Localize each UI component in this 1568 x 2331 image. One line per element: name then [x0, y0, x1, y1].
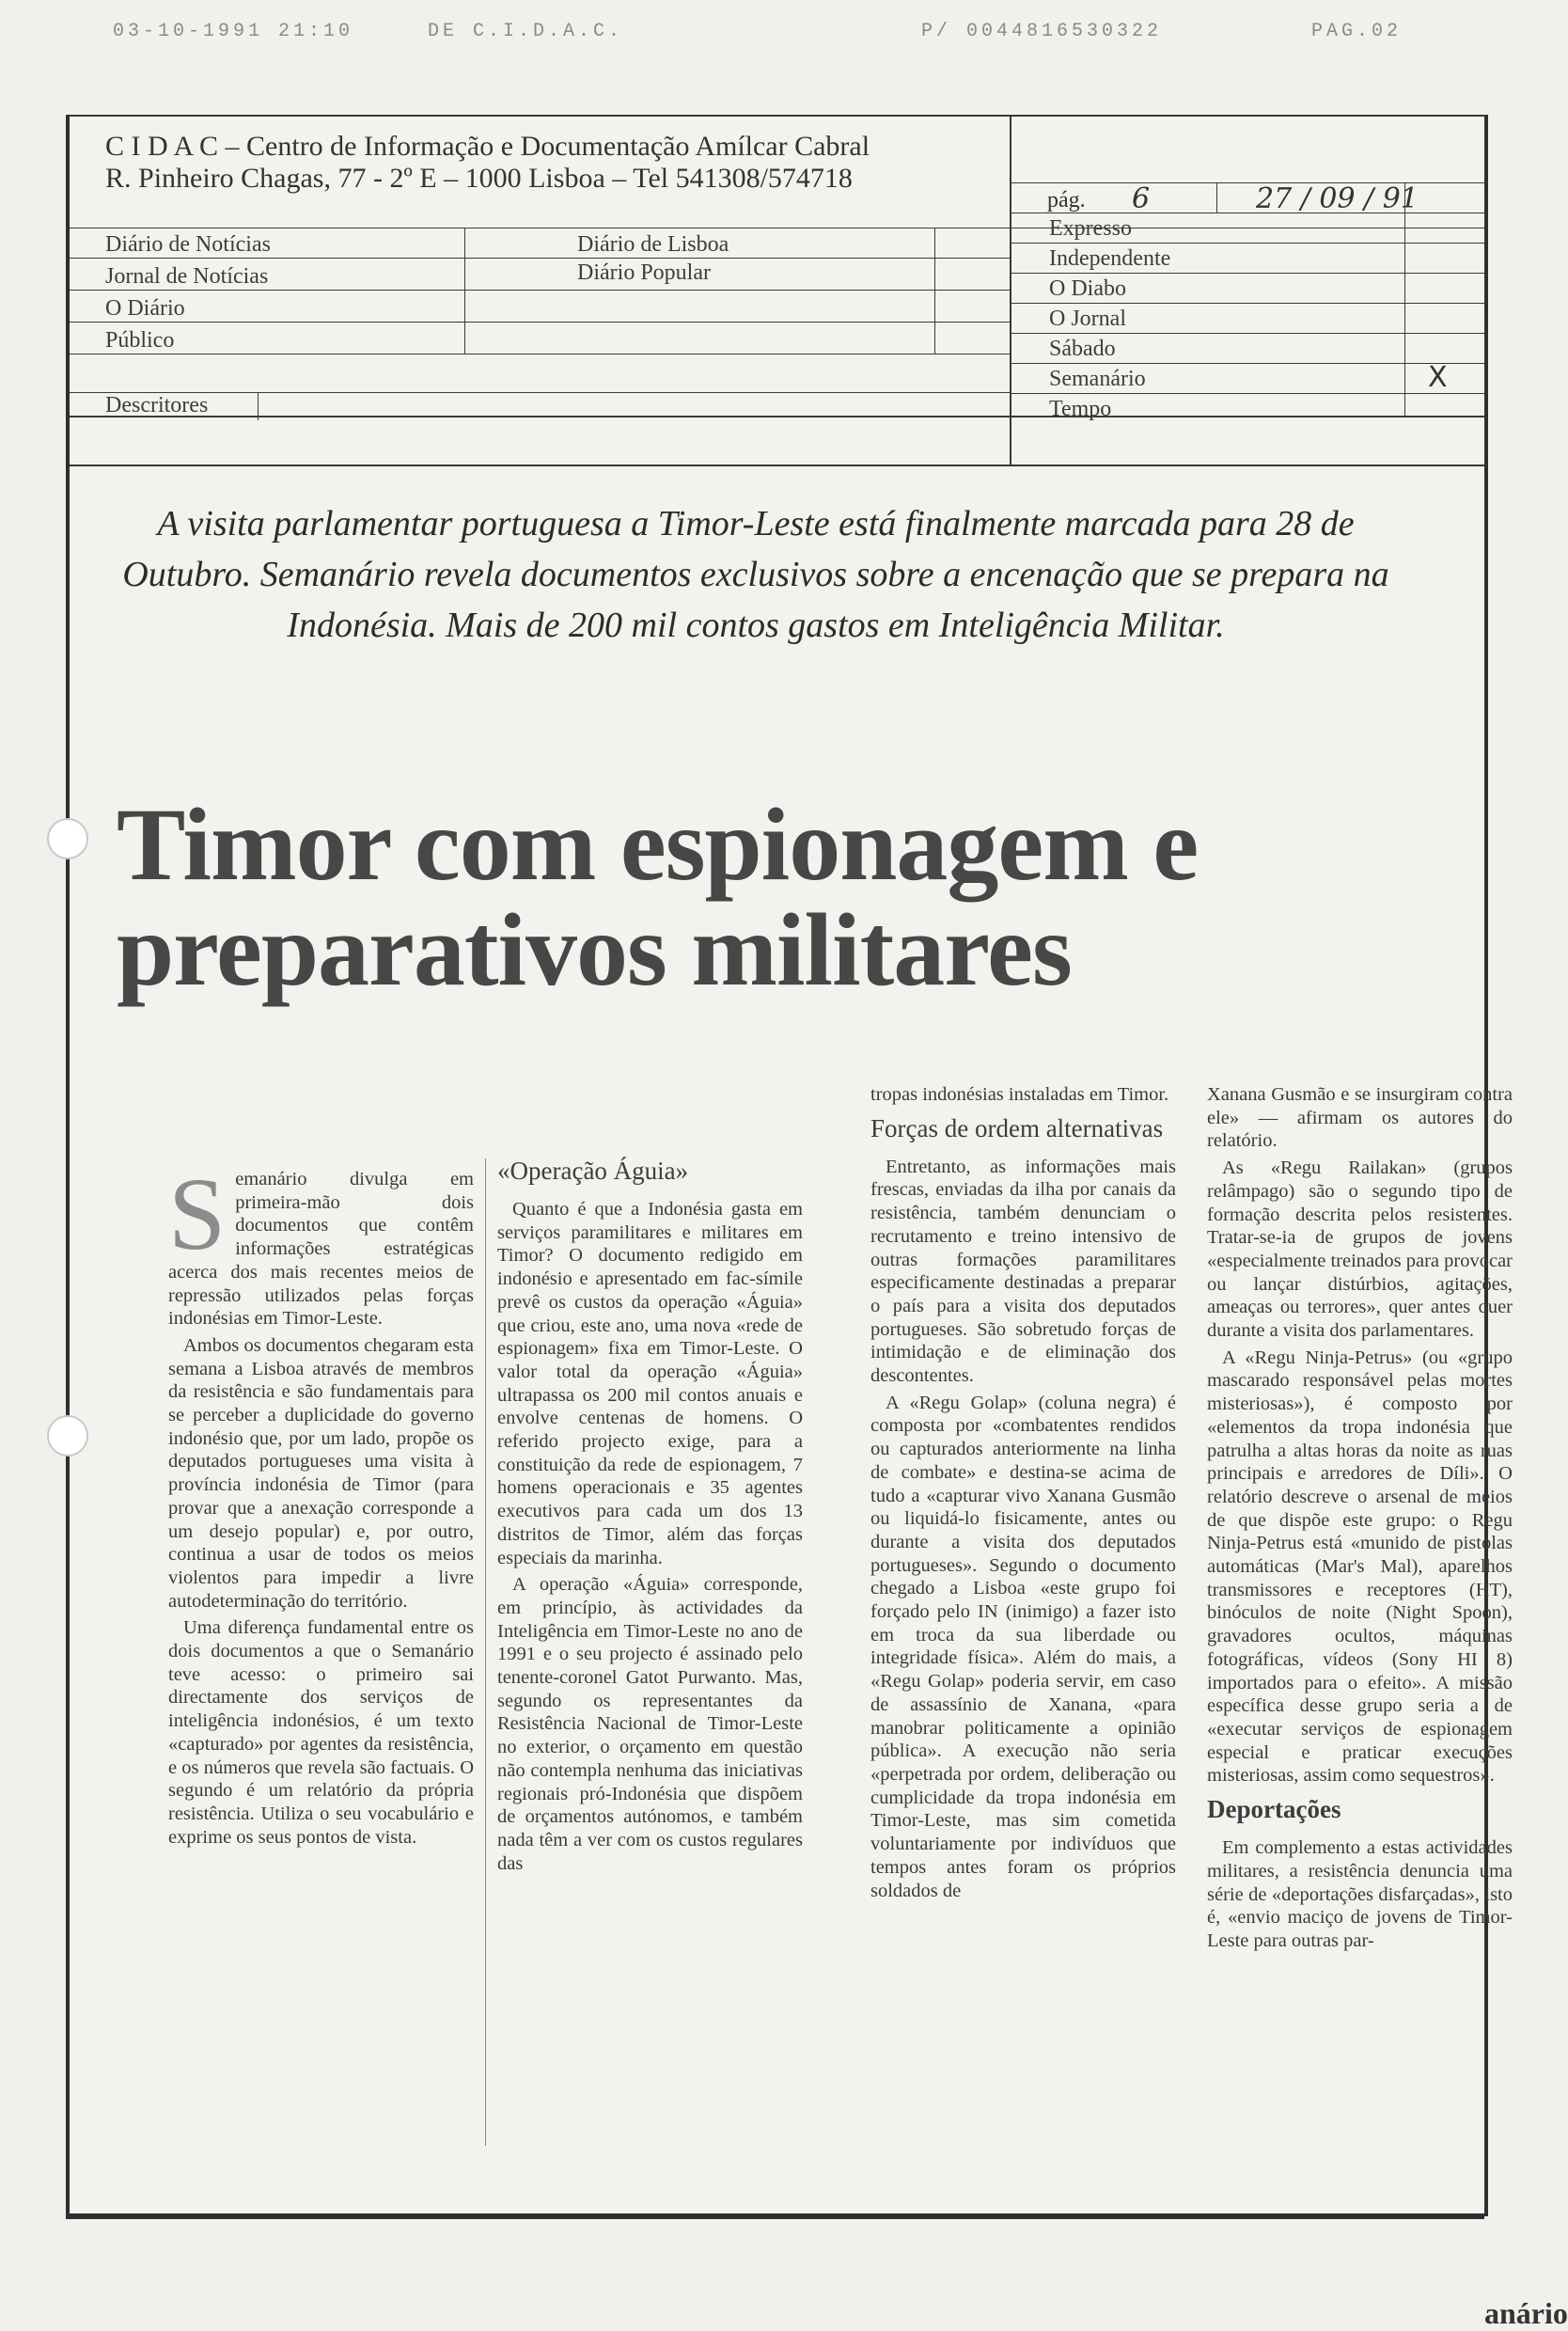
pub-jornal-noticias: Jornal de Notícias: [105, 264, 269, 289]
page-label: pág.: [1047, 188, 1086, 213]
drop-cap: S: [168, 1157, 227, 1271]
col4-paragraph-0: Xanana Gusmão e se insurgiram contra ele» — afirmam os autores do relatório.: [1207, 1084, 1513, 1152]
org-name: C I D A C – Centro de Informação e Documentação Amílcar Cabral: [105, 131, 870, 162]
col4-paragraph-3: Em complemento a estas actividades militares, a resistência denuncia uma série de «deportações disfarçadas», isto é, «envio maciço de jovens de Timor-Leste para outras par-: [1207, 1837, 1513, 1951]
fax-date: 03-10-1991 21:10: [113, 21, 354, 42]
headline-line-1: Timor com espionagem e: [117, 787, 1199, 902]
descritores-label: Descritores: [105, 393, 209, 417]
pub-publico: Público: [105, 328, 175, 353]
punch-hole-bottom: [47, 1415, 88, 1457]
col4-paragraph-2: A «Regu Ninja-Petrus» (ou «grupo mascarado responsável pelas mortes misteriosas»), é composto por «elementos da tropa indonésia que patrulha a altas horas da noite as ruas principais e arredores de Díli». O relatório descreve o arsenal de meios de que dispõe este grupo: o Regu Ninja-Petrus está «munido de pistolas automáticas (Mar's Mal), aparelhos transmissores e receptores (HT), binóculos de noite (Night Spoon), gravadores ocultos, máquinas fotográficas, vídeos (Sony HI 8) importados para o efeito». A missão específica desse grupo seria a de «executar serviços de espionagem especial e praticar execuções misteriosas, assim como sequestros».: [1207, 1347, 1513, 1787]
org-address: R. Pinheiro Chagas, 77 - 2º E – 1000 Lisboa – Tel 541308/574718: [105, 163, 853, 194]
pub-diario-lisboa: Diário de Lisboa: [577, 232, 729, 257]
fax-sender: DE C.I.D.A.C.: [428, 21, 624, 42]
col3-paragraph-2: A «Regu Golap» (coluna negra) é composta por «combatentes rendidos ou capturados anteriormente na linha de combate» e destina-se acima de tudo a «capturar vivo Xanana Gusmão ou liquidá-lo fisicamente, antes ou durante a visita dos deputados portugueses». Segundo o documento chegado a Lisboa «este grupo foi forçado pelo IN (inimigo) a fazer isto em troca da sua liberdade ou integridade física». Além do mais, a «Regu Golap» poderia servir, em caso de assassínio de Xanana, «para manobrar politicamente a opinião pública». A execução não seria «perpetrada por ordem, deliberação ou cumplicidade da tropa indonésia em Timor-Leste, mas sim cometida voluntariamente por indivíduos que tempos antes foram os próprios soldados de: [870, 1392, 1176, 1901]
pub-expresso: Expresso: [1049, 216, 1132, 241]
semanario-check-mark: X: [1428, 361, 1448, 394]
col1-paragraph-3: Uma diferença fundamental entre os dois documentos a que o Semanário teve acesso: o primeiro sai directamente dos serviços de inteligência indonésios, é um texto «capturado» por agentes da resistência, e os números que revela são factuais. O segundo é um relatório da própria resistência. Utiliza o seu vocabulário e exprime os seus pontos de vista.: [168, 1617, 474, 1848]
pub-o-diario: O Diário: [105, 296, 185, 321]
col3-paragraph-1: Entretanto, as informações mais frescas, enviadas da ilha por canais da resistência, também denunciam o recrutamento e treino intensivo de outras formações paramilitares especificamente destinadas a preparar o país para a visita dos deputados portugueses. São sobretudo forças de intimidação e de eliminação dos descontentes.: [870, 1156, 1176, 1387]
col1-paragraph-1: emanário divulga em primeira-mão dois documentos que contêm informações estratégicas acerca dos mais recentes meios de repressão utilizados pelas forças indonésias em Timor-Leste.: [168, 1169, 474, 1330]
article-headline: [117, 787, 1451, 1007]
article-column-4: [1207, 1083, 1513, 1957]
date-handwritten: 27 / 09 / 91: [1256, 182, 1419, 215]
col2-paragraph-2: A operação «Águia» corresponde, em princípio, às actividades da Inteligência em Timor-Leste no ano de 1991 e o seu projecto é assinado pelo tenente-coronel Gatot Purwanto. Mas, segundo os representantes da Resistência Nacional de Timor-Leste no exterior, o orçamento em questão não contempla nenhuma das iniciativas regionais pró-Indonésia que dispõem de orçamentos autónomos, e também nada têm a ver com os custos regulares das: [497, 1574, 803, 1874]
article-column-1: [168, 1157, 474, 1852]
article-column-3: [870, 1083, 1176, 1906]
pub-tempo: Tempo: [1049, 397, 1112, 421]
col3-paragraph-0: tropas indonésias instaladas em Timor.: [870, 1084, 1169, 1105]
publication-stamp: anário: [1484, 2296, 1568, 2330]
col4-subheading: Deportações: [1207, 1795, 1341, 1824]
col2-subheading: «Operação Águia»: [497, 1157, 689, 1185]
article-lead: A visita parlamentar portuguesa a Timor-Leste está finalmente marcada para 28 de Outubro. Semanário revela documentos exclusivos sobre a encenação que se prepara na Indonésia. Mais de 200 mil contos gastos em Inteligência Militar.: [122, 504, 1389, 645]
fax-transmission-header: [0, 21, 1544, 49]
fax-recipient: P/ 0044816530322: [921, 21, 1163, 42]
pub-o-jornal: O Jornal: [1049, 307, 1126, 331]
column-rule: [485, 1158, 486, 2146]
pub-diario-popular: Diário Popular: [577, 260, 711, 285]
page-number-handwritten: 6: [1132, 182, 1151, 215]
newspaper-clipping: [66, 115, 1568, 2330]
col2-paragraph-1: Quanto é que a Indonésia gasta em serviços paramilitares e militares em Timor? O documento redigido em indonésio e apresentado em fac-símile prevê os custos da operação «Águia» que criou, este ano, uma nova «rede de espionagem» fixa em Timor-Leste. O valor total da operação «Águia» ultrapassa os 200 mil contos anuais e envolve centenas de homens. O referido projecto exige, para a constituição da rede de espionagem, 7 homens operacionais e 35 agentes executivos para cada um dos 13 distritos de Timor, além das forças especiais da marinha.: [497, 1199, 803, 1568]
pub-semanario: Semanário: [1049, 367, 1146, 391]
punch-hole-top: [47, 818, 88, 859]
clipping-form-header: [70, 115, 1484, 472]
article-column-2: [497, 1149, 803, 1879]
pub-sabado: Sábado: [1049, 337, 1116, 361]
headline-line-2: preparativos militares: [117, 892, 1072, 1007]
col4-paragraph-1: As «Regu Railakan» (grupos relâmpago) são o segundo tipo de formação descrita pelos resistentes. Tratar-se-ia de grupos de jovens «especialmente treinados para provocar ou lançar distúrbios, agitações, ameaças ou terrores», quer antes quer durante a visita dos parlamentares.: [1207, 1158, 1513, 1342]
pub-o-diabo: O Diabo: [1049, 276, 1126, 301]
clipping-bottom-border: [66, 2213, 1484, 2219]
col1-paragraph-2: Ambos os documentos chegaram esta semana a Lisboa através de membros da resistência e são fundamentais para se perceber a duplicidade do governo indonésio que, por um lado, propõe os deputados portugueses uma visita à província indonésia de Timor (para provar que a anexação corresponde a um desejo popular) e, por outro, continua a usar de todos os meios violentos para impedir a livre autodeterminação do território.: [168, 1334, 474, 1612]
fax-page: PAG.02: [1311, 21, 1403, 42]
col3-subheading: Forças de ordem alternativas: [870, 1113, 1164, 1142]
pub-diario-noticias: Diário de Notícias: [105, 232, 271, 257]
pub-independente: Independente: [1049, 246, 1171, 271]
